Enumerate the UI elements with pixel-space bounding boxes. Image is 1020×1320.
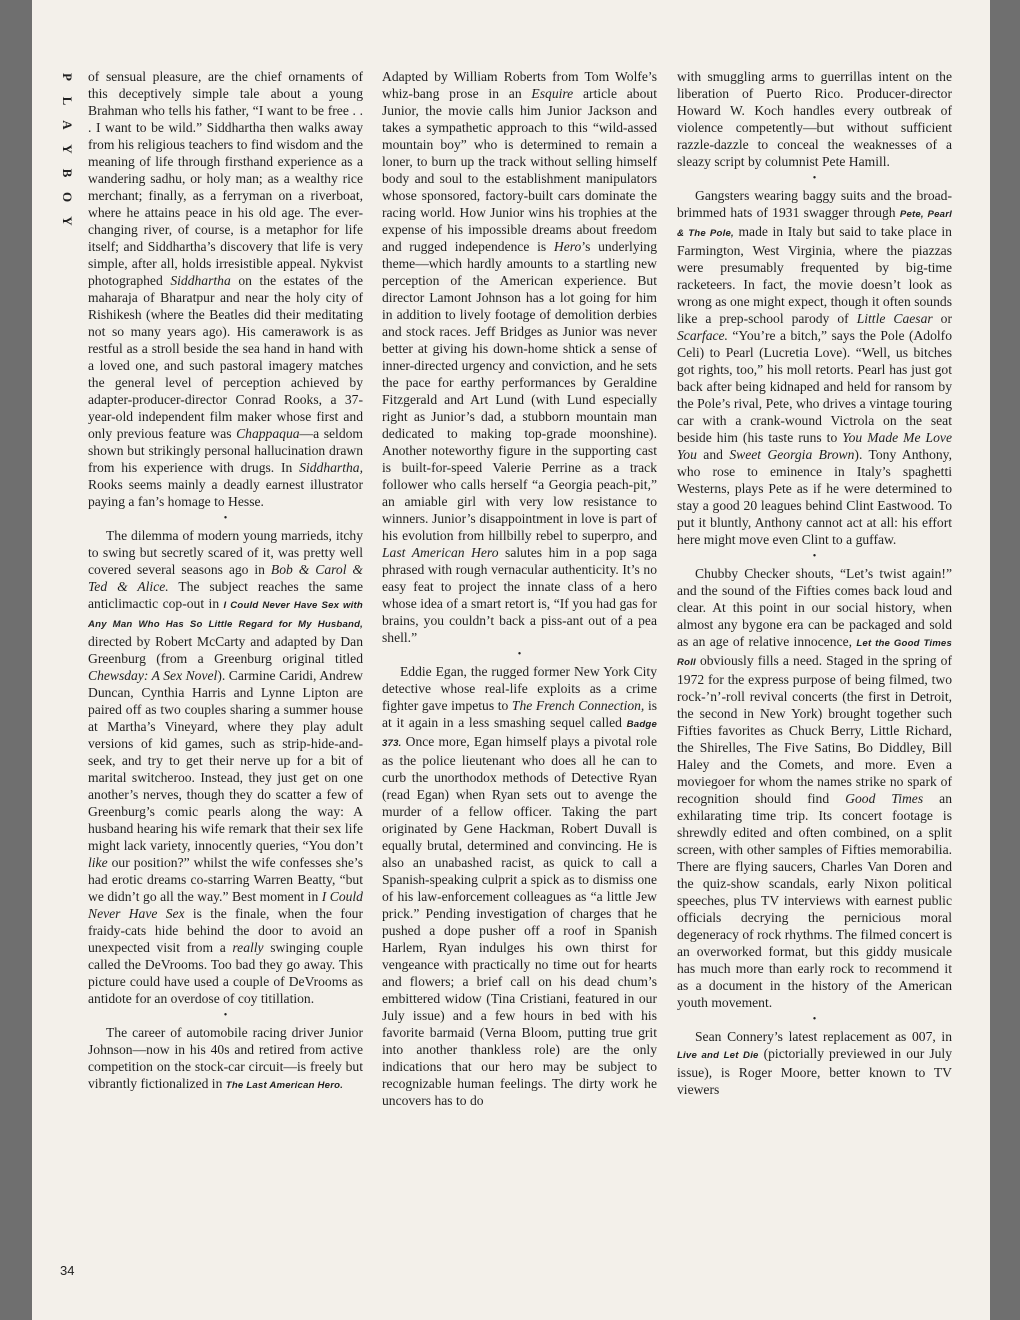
text-run: or [932, 311, 952, 326]
section-separator: • [812, 173, 817, 184]
section-separator: • [517, 649, 522, 660]
text-run: our position?” whilst the wife confesses she’s had erotic dreams co-starring Warren Beatty, “but we didn’t go all the way.” Best moment in [88, 855, 363, 904]
running-head-letter: Y [60, 216, 75, 226]
italic-title: Good Times [845, 791, 924, 806]
running-head-letter: Y [60, 144, 75, 154]
text-run: (pictorially previewed in our July issue), is Roger Moore, better known to TV viewers [677, 1046, 952, 1097]
italic-title: Hero [553, 239, 582, 254]
running-head-letter: P [60, 73, 75, 81]
paragraph [88, 527, 363, 1007]
text-run: made in Italy but said to take place in Farmington, West Virginia, where the piazzas were presumably frequented by big-time racketeers. In fact, the movie doesn’t look as wrong as one might expect, though it often sounds like a prep-school parody of [677, 224, 952, 326]
film-title: The Last American Hero. [225, 1080, 344, 1091]
section-separator: • [812, 551, 817, 562]
text-run: obviously fills a need. Staged in the spring of 1972 for the express purpose of being filmed, two rock-’n’-roll revival concerts (the first in Detroit, the second in New York) brought together such Fifties favorites as Chuck Berry, Little Richard, the Shirelles, The Five Satins, Bo Diddley, Bill Haley and the Comets, and more. Even a moviegoer for whom the names strike no spark of recognition should find [677, 653, 952, 806]
text-run: with smuggling arms to guerrillas intent on the liberation of Puerto Rico. Producer-director Howard W. Koch handles every outbreak of violence competently—but without sufficient razzle-dazzle to conceal the weaknesses of a sleazy script by columnist Pete Hamill. [677, 69, 952, 169]
italic-title: really [232, 940, 264, 955]
text-run: swinging couple called the DeVrooms. Too bad they go away. This picture could have used a couple of DeVrooms as antidote for an overdose of coy titillation. [88, 940, 363, 1006]
text-run: The dilemma of modern young marrieds, itchy to swing but secretly scared of it, was pretty well covered several seasons ago in [88, 528, 363, 577]
film-title: Pete, Pearl & The Pole, [677, 209, 953, 239]
text-run: The career of automobile racing driver Junior Johnson—now in his 40s and retired from active competition on the stock-car circuit—is freely but vibrantly fictionalized in [88, 1025, 363, 1091]
italic-title: Chewsday: A Sex Novel [88, 668, 218, 683]
paragraph [88, 68, 363, 510]
page-number: 34 [60, 1263, 75, 1278]
film-title: I Could Never Have Sex with Any Man Who Has So Little Regard for My Husband, [88, 600, 363, 630]
section-separator: • [223, 513, 228, 524]
text-run: and [696, 447, 730, 462]
text-run: The subject reaches the same anticlimactic cop-out in [88, 579, 364, 611]
text-run: Once more, Egan himself plays a pivotal role as the police lieutenant who does all he can to curb the unorthodox methods of Detective Ryan (read Egan) when Ryan sets out to avenge the murder of a fellow officer. Taking the part originated by Gene Hackman, Robert Duvall is equally brutal, determined and convincing. He is also an unabashed racist, as quick to call a Spanish-speaking culprit a spick as to dismiss one of his law-enforcement colleagues as “a little Jew prick.” Pending investigation of charges that he pushed a dope pusher off a roof in Spanish Harlem, Ryan indulges his own thirst for vengeance with practically no time out for hearts and flowers; a brief call on his dead chum’s embittered widow (Tina Cristiani, featured in our July issue) and a few hours in bed with his favorite barmaid (Verna Bloom, putting true grit into another thankless role) are the only indications that our hero may be subject to recognizable human feelings. The dirty work he uncovers has to do [382, 734, 657, 1108]
italic-title: Siddhartha [170, 273, 231, 288]
paragraph [677, 565, 952, 1011]
italic-title: I Could Never Have Sex [88, 889, 363, 921]
italic-title: Bob & Carol & Ted & Alice. [88, 562, 363, 594]
text-run: ’s underlying theme—which hardly amounts to a startling new perception of the American experience. But director Lamont Johnson has a lot going for him in addition to lively footage of demolition derbies and stock races. Jeff Bridges as Junior was never better at giving his down-home shtick a sense of inner-directed urgency and conviction, and he sets the pace for earthy performances by Geraldine Fitzgerald and Art Lund (with Lund especially right as Junior’s dad, a stubborn mountain man dedicated to making top-grade moonshine). Another noteworthy figure in the supporting cast is built-for-speed Valerie Perrine as a track follower who calls herself “a Georgia peach-pit,” an amiable girl with very low resistance to winners. Junior’s disappointment in love is part of his evolution from hillbilly rebel to superpro, and [382, 239, 657, 543]
magazine-page [32, 0, 990, 1320]
running-head-letter: B [60, 168, 75, 178]
running-head [58, 70, 76, 238]
italic-title: Scarface. [677, 328, 728, 343]
italic-title: The French Connection, [511, 698, 645, 713]
paragraph [677, 1028, 952, 1098]
text-run: article about Junior, the movie calls him Junior Jackson and takes a sympathetic approach to this “wild-assed mountain boy” who is determined to remain a loner, to burn up the track without selling himself body and soul to the establishment manipulators whose sponsored, factory-built cars dominate the racing world. How Junior wins his trophies at the expense of his impossible dreams about freedom and rugged independence is [382, 86, 657, 254]
column-3 [677, 68, 952, 1098]
italic-title: You Made Me Love You [677, 430, 952, 462]
text-run: ). Carmine Caridi, Andrew Duncan, Cynthia Harris and Lynne Lipton are paired off as two couples sharing a summer house at Martha’s Vineyard, where they play adult versions of kid games, such as strip-hide-and-seek, and try to get their nerve up for a bit of marital switcheroo. Instead, they just get on one another’s nerves, though they do scatter a few of Greenburg’s comic pearls along the way: A husband hearing his wife remark that their sex life might lack variety, innocently queries, “You don’t [88, 668, 363, 853]
text-run: is the finale, when the four fraidy-cats hide behind the door to avoid an unexpected visit from a [88, 906, 363, 955]
section-separator: • [812, 1014, 817, 1025]
text-run: Rooks seems mainly a deadly earnest illustrator paying a fan’s homage to Hesse. [88, 477, 363, 509]
paragraph [677, 68, 952, 170]
text-run: Sean Connery’s latest replacement as 007, in [695, 1029, 952, 1044]
italic-title: Little Caesar [856, 311, 933, 326]
text-run: Gangsters wearing baggy suits and the broad-brimmed hats of 1931 swagger through [677, 188, 952, 220]
italic-title: Esquire [531, 86, 574, 101]
running-head-letter: A [60, 120, 75, 130]
text-run: directed by Robert McCarty and adapted by Dan Greenburg (from a Greenburg original titled [88, 634, 363, 666]
paragraph [677, 187, 952, 548]
text-run: on the estates of the maharaja of Bharatpur and near the holy city of Rishikesh (where the Beatles did their meditating not so many years ago). His camerawork is as restful as a stroll beside the sea hand in hand with a loved one, and such pastoral imagery matches the general level of perception achieved by adapter-producer-director Conrad Rooks, a 37-year-old independent film maker whose first and only previous feature was [88, 273, 363, 441]
italic-title: Chappaqua [236, 426, 300, 441]
text-run: ). Tony Anthony, who rose to eminence in Italy’s spaghetti Westerns, plays Pete as if he were determined to stay a good 20 leagues behind Clint Eastwood. To put it bluntly, Anthony cannot act at all: his effort here might move even Clint to a guffaw. [677, 447, 952, 547]
film-title: Let the Good Times Roll [677, 638, 952, 668]
running-head-letter: L [60, 96, 75, 106]
column-2 [382, 68, 657, 1109]
italic-title: Siddhartha, [299, 460, 363, 475]
film-title: Badge 373. [382, 719, 657, 749]
paragraph [382, 68, 657, 646]
text-run: Chubby Checker shouts, “Let’s twist again!” and the sound of the Fifties comes back loud and clear. At this point in our social history, when almost any bygone era can be packaged and sold as an age of relative innocence, [677, 566, 952, 649]
italic-title: Sweet Georgia Brown [729, 447, 855, 462]
italic-title: Last American Hero [382, 545, 499, 560]
paragraph [382, 663, 657, 1109]
film-title: Live and Let Die [677, 1050, 759, 1061]
text-run: Eddie Egan, the rugged former New York City detective whose real-life exploits as a crime fighter gave impetus to [382, 664, 657, 713]
text-run: Adapted by William Roberts from Tom Wolfe’s whiz-bang prose in an [382, 69, 657, 101]
text-run: —a seldom shown but strikingly personal hallucination drawn from his experience with drugs. In [88, 426, 363, 475]
text-run: is at it again in a less smashing sequel called [382, 698, 658, 730]
italic-title: like [88, 855, 108, 870]
text-run: “You’re a bitch,” says the Pole (Adolfo Celi) to Pearl (Lucretia Love). “Well, us bitches got rights, too,” his moll retorts. Pearl has just got back after being kidnaped and held for ransom by the Pole’s rival, Pete, who drives a vintage touring car with a crank-wound Victrola on the seat beside him (his taste runs to [677, 328, 952, 445]
text-run: an exhilarating time trip. Its concert footage is shrewdly edited and often combined, on a split screen, with other samples of Fifties memorabilia. There are flying saucers, Charles Van Doren and the quiz-show scandals, early Nixon political speeches, plus TV interviews with earnest public officials decrying the pernicious moral degeneracy of rock rhythms. The filmed concert is an overworked format, but this giddy musicale has much more than early rock to recommend it as a document in the history of the American youth movement. [677, 791, 952, 1010]
text-run: salutes him in a pop saga phrased with rough vernacular authenticity. It’s no easy feat to project the innate class of a hero whose idea of a smart retort is, “If you had gas for brains, you couldn’t back a piss-ant out of a pea shell.” [382, 545, 657, 645]
text-run: of sensual pleasure, are the chief ornaments of this deceptively simple tale about a young Brahman who tells his father, “I want to be free . . . I want to be wild.” Siddhartha then walks away from his religious teachers to find wisdom and the meaning of life through firsthand experience as a wandering sadhu, or holy man; as a wealthy rice merchant; finally, as a ferryman on a riverboat, where he attains peace in his old age. The ever-changing river, of course, is a metaphor for life itself; and Siddhartha’s discovery that life is very simple, after all, holds irresistible appeal. Nykvist photographed [88, 69, 363, 288]
paragraph [88, 1024, 363, 1094]
section-separator: • [223, 1010, 228, 1021]
column-1 [88, 68, 363, 1094]
running-head-letter: O [60, 191, 75, 203]
